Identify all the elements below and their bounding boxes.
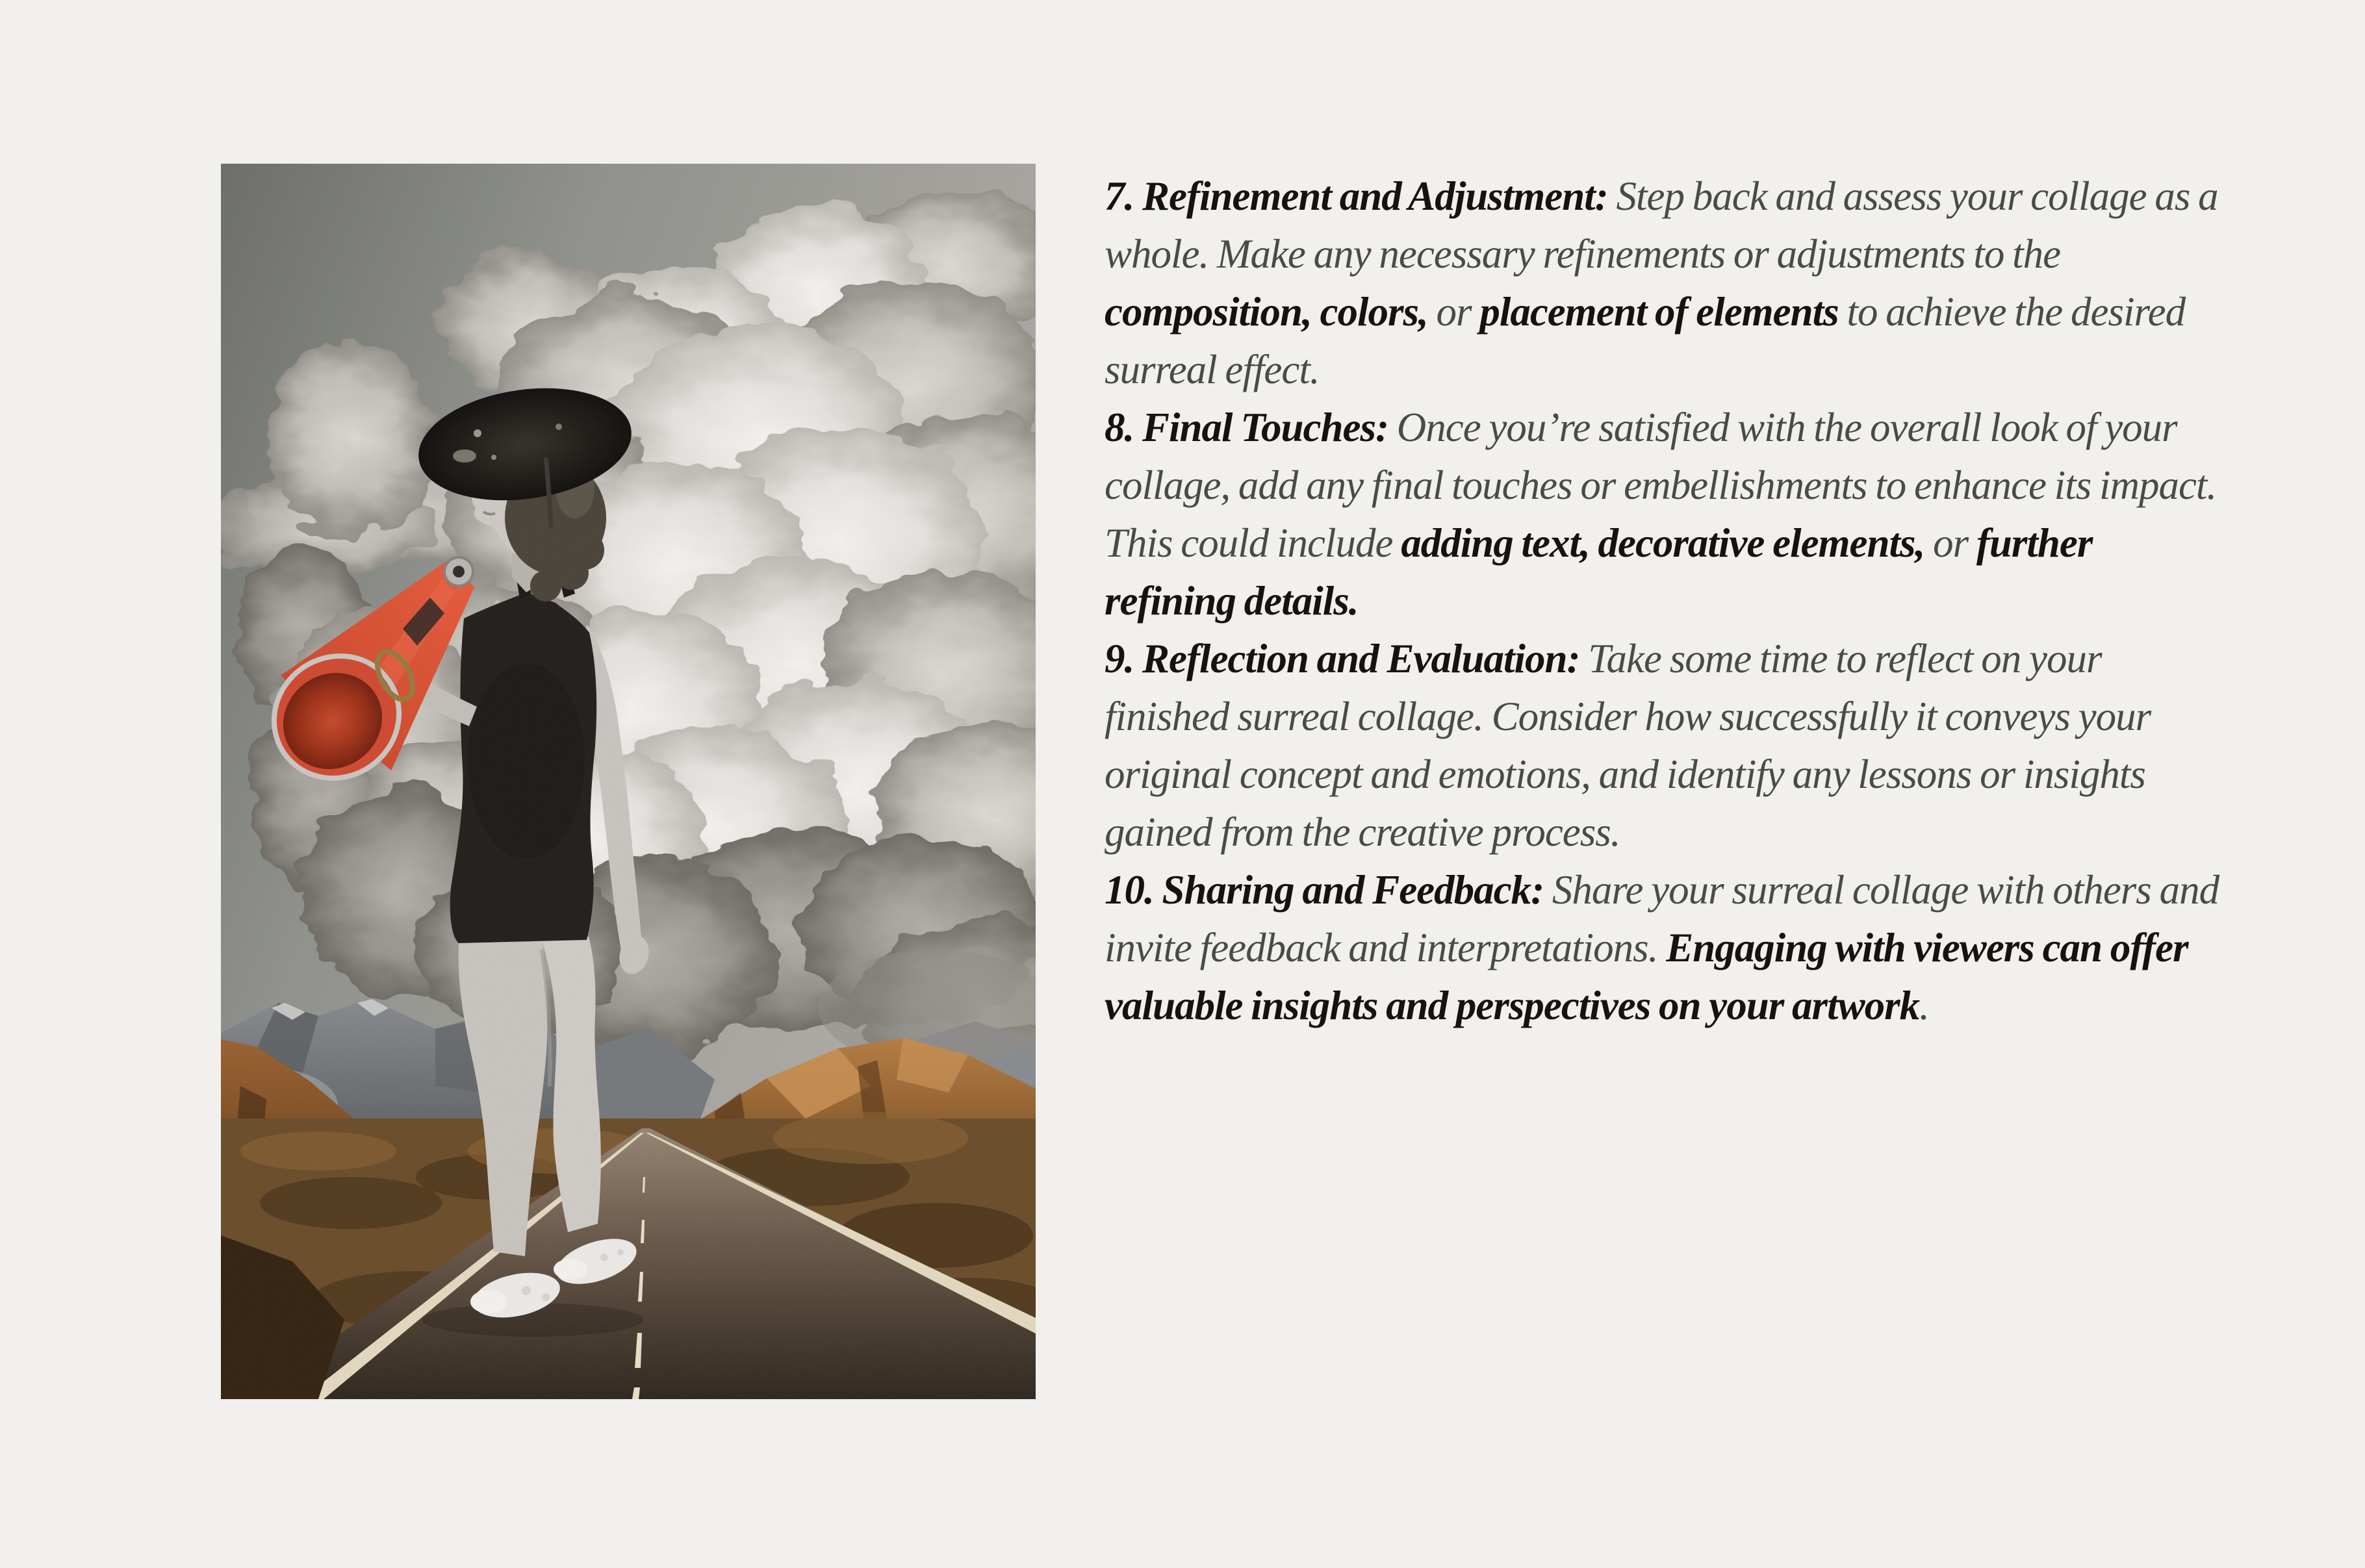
text-segment: Step back and assess your collage as a whole. Make any necessary refinements or adjustments to the bbox=[1105, 173, 2218, 277]
bold-text-segment: 9. Reflection and Evaluation: bbox=[1105, 636, 1589, 681]
bold-text-segment: adding text, decorative elements, bbox=[1401, 520, 1925, 566]
text-segment: or bbox=[1427, 289, 1480, 335]
text-segment: Once you’re satisfied with the overall look of your collage, add any final touches or embellishments to enhance its impact. This could include bbox=[1105, 405, 2217, 566]
text-segment: Take some time to reflect on your finished surreal collage. Consider how successfully it conveys your original concept and emotions, and identify any lessons or insights gained from the creative process. bbox=[1105, 636, 2151, 855]
bold-text-segment: 10. Sharing and Feedback: bbox=[1105, 867, 1552, 913]
text-segment: or bbox=[1924, 520, 1976, 566]
text-segment: Share your surreal collage with others and invite feedback and interpretations. bbox=[1105, 867, 2219, 970]
bold-text-segment: placement of elements bbox=[1479, 289, 1839, 335]
bold-text-segment: 7. Refinement and Adjustment: bbox=[1105, 173, 1617, 219]
paragraph bbox=[1105, 168, 2232, 399]
text-segment: to achieve the desired surreal effect. bbox=[1105, 289, 2186, 392]
article-text bbox=[1105, 168, 2232, 1035]
text-segment: . bbox=[1919, 983, 1929, 1028]
paragraph bbox=[1105, 630, 2232, 861]
grain-overlay bbox=[221, 164, 1036, 1399]
bold-text-segment: Engaging with viewers can offer valuable insights and perspectives on your artwork bbox=[1105, 925, 2188, 1028]
paragraph bbox=[1105, 861, 2232, 1035]
paragraph bbox=[1105, 399, 2232, 630]
bold-text-segment: further refining details. bbox=[1105, 520, 2093, 624]
collage-illustration bbox=[221, 164, 1036, 1399]
bold-text-segment: composition, colors, bbox=[1105, 289, 1428, 335]
collage-photo bbox=[221, 164, 1036, 1399]
bold-text-segment: 8. Final Touches: bbox=[1105, 405, 1397, 450]
